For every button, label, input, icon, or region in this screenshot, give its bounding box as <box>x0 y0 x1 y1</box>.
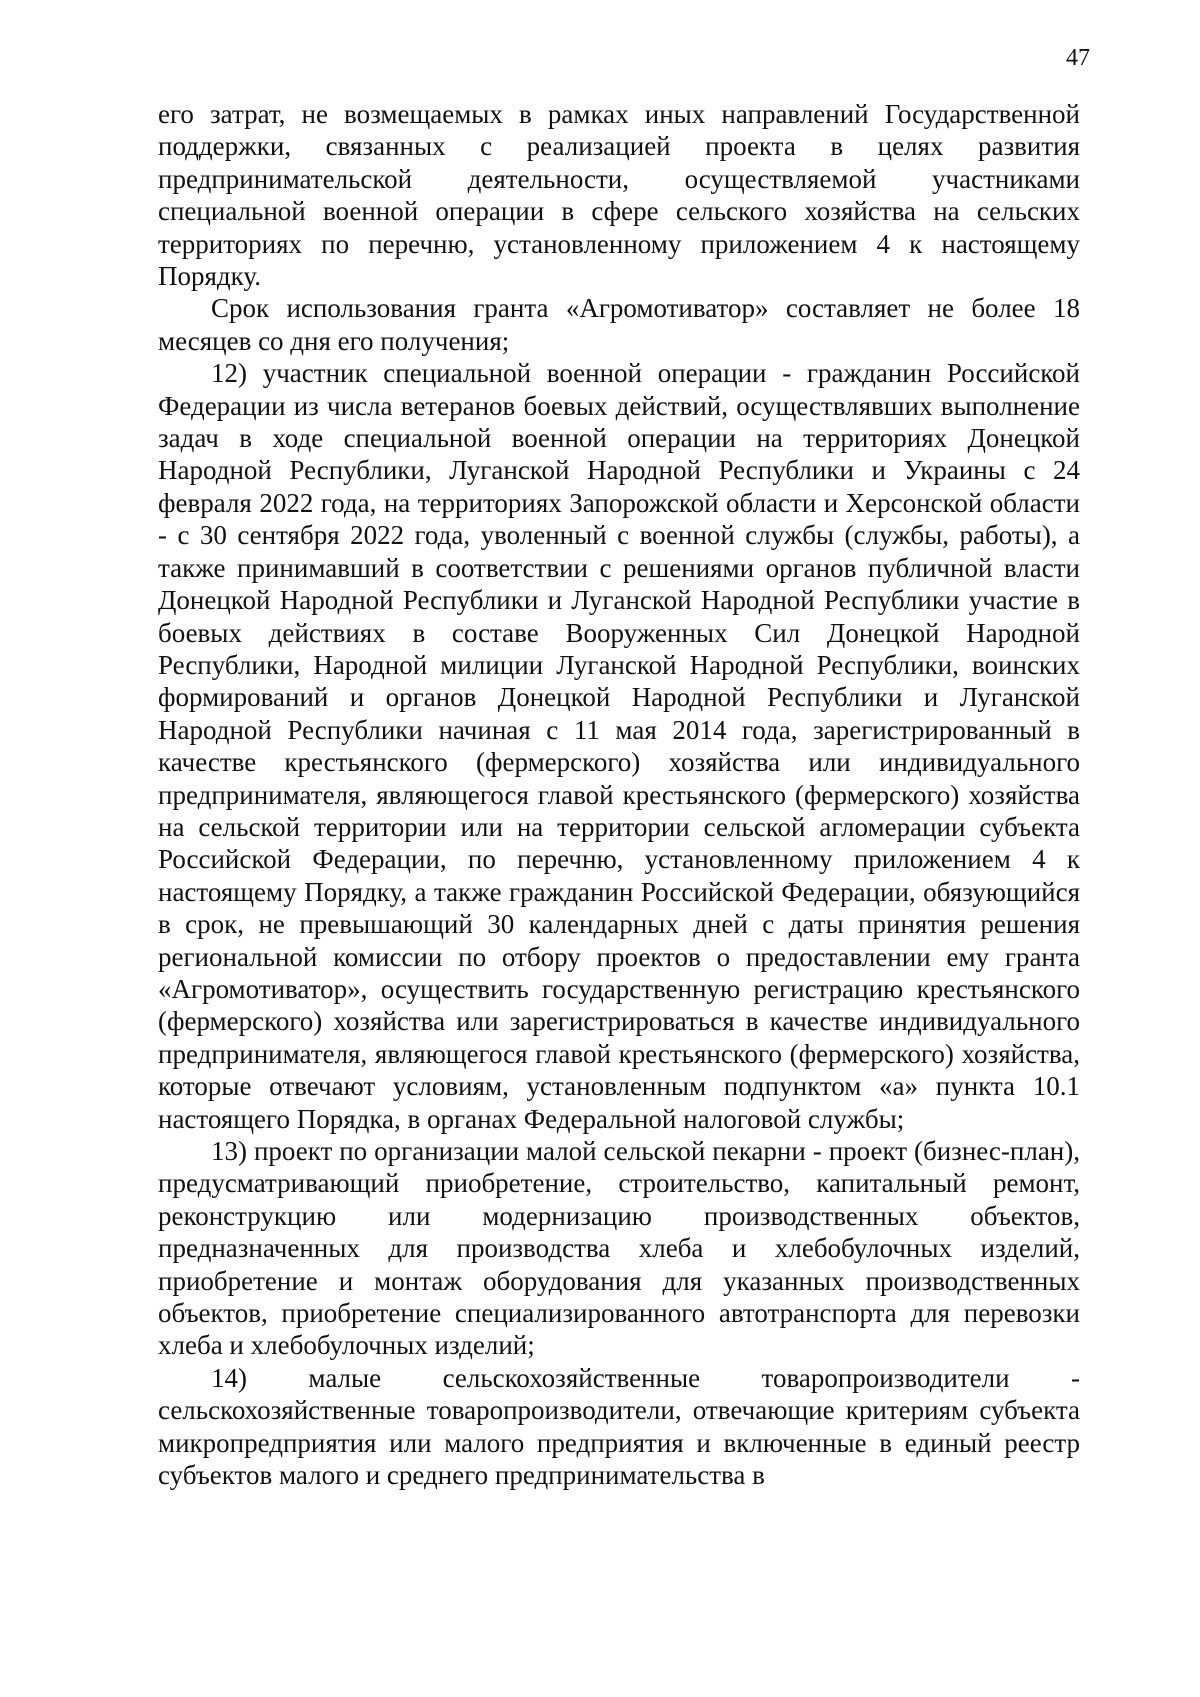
page-number: 47 <box>1066 45 1090 71</box>
paragraph-item-12: 12) участник специальной военной операции - гражданин Российской Федерации из числа ветеранов боевых действий, осуществлявших выполнение задач в ходе специальной военной операции на территориях Донецкой Народной Республики, Луганской Народной Республики и Украины с 24 февраля 2022 года, на территориях Запорожской области и Херсонской области - с 30 сентября 2022 года, уволенный с военной службы (службы, работы), а также принимавший в соответствии с решениями органов публичной власти Донецкой Народной Республики и Луганской Народной Республики участие в боевых действиях в составе Вооруженных Сил Донецкой Народной Республики, Народной милиции Луганской Народной Республики, воинских формирований и органов Донецкой Народной Республики и Луганской Народной Республики начиная с 11 мая 2014 года, зарегистрированный в качестве крестьянского (фермерского) хозяйства или индивидуального предпринимателя, являющегося главой крестьянского (фермерского) хозяйства на сельской территории или на территории сельской агломерации субъекта Российской Федерации, по перечню, установленному приложением 4 к настоящему Порядку, а также гражданин Российской Федерации, обязующийся в срок, не превышающий 30 календарных дней с даты принятия решения региональной комиссии по отбору проектов о предоставлении ему гранта «Агромотиватор», осуществить государственную регистрацию крестьянского (фермерского) хозяйства или зарегистрироваться в качестве индивидуального предпринимателя, являющегося главой крестьянского (фермерского) хозяйства, которые отвечают условиям, установленным подпунктом «а» пункта 10.1 настоящего Порядка, в органах Федеральной налоговой службы; <box>158 358 1080 1134</box>
paragraph-item-14: 14) малые сельскохозяйственные товаропроизводители - сельскохозяйственные товаропроизводители, отвечающие критериям субъекта микропредприятия или малого предприятия и включенные в единый реестр субъектов малого и среднего предпринимательства в <box>158 1362 1080 1491</box>
paragraph-item-13: 13) проект по организации малой сельской пекарни - проект (бизнес-план), предусматривающий приобретение, строительство, капитальный ремонт, реконструкцию или модернизацию производственных объектов, предназначенных для производства хлеба и хлебобулочных изделий, приобретение и монтаж оборудования для указанных производственных объектов, приобретение специализированного автотранспорта для перевозки хлеба и хлебобулочных изделий; <box>158 1136 1080 1361</box>
document-body <box>158 98 1080 1491</box>
paragraph-grant-term: Срок использования гранта «Агромотиватор» составляет не более 18 месяцев со дня его получения; <box>158 293 1080 356</box>
paragraph-continuation: его затрат, не возмещаемых в рамках иных направлений Государственной поддержки, связанных с реализацией проекта в целях развития предпринимательской деятельности, осуществляемой участниками специальной военной операции в сфере сельского хозяйства на сельских территориях по перечню, установленному приложением 4 к настоящему Порядку. <box>158 99 1080 292</box>
